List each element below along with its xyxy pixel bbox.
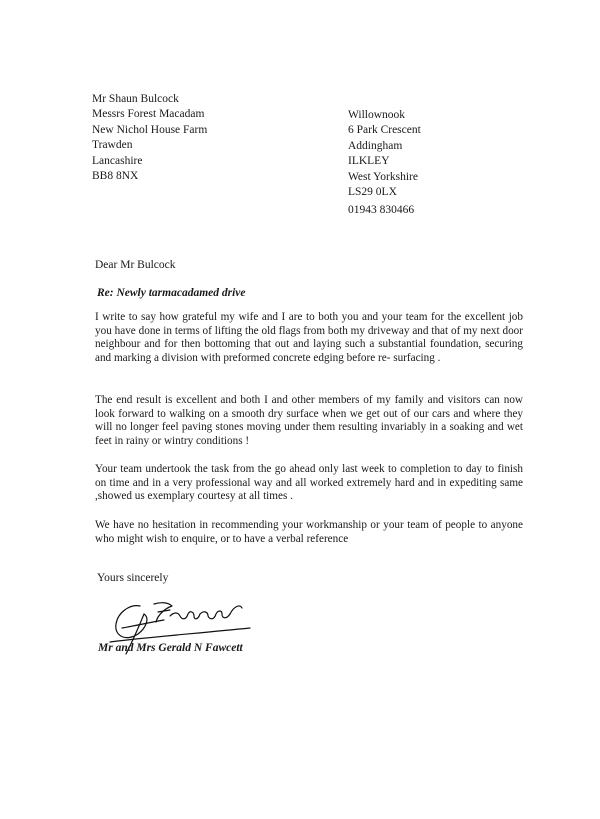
signatory-name: Mr and Mrs Gerald N Fawcett: [98, 642, 243, 654]
body-paragraph-1: I write to say how grateful my wife and I are to both you and your team for the excellent job you have done in terms of lifting the old flags from both my driveway and that of my next door neighbour and for then bottoming that out and laying such a substantial foundation, securing and marking a division with preformed concrete edging before re- surfacing .: [95, 311, 523, 365]
recipient-line: Lancashire: [92, 154, 143, 167]
sender-line: West Yorkshire: [348, 170, 418, 183]
recipient-line: Trawden: [92, 139, 133, 152]
sender-phone: 01943 830466: [348, 204, 415, 216]
body-paragraph-4: We have no hesitation in recommending your workmanship or your team of people to anyone who might wish to enquire, or to have a verbal reference: [95, 519, 523, 545]
sender-line: ILKLEY: [348, 155, 390, 168]
recipient-line: New Nichol House Farm: [92, 123, 208, 136]
recipient-address: [92, 92, 207, 184]
recipient-line: Messrs Forest Macadam: [92, 108, 205, 121]
sender-address: [348, 108, 421, 200]
sender-line: LS29 0LX: [348, 186, 397, 199]
body-paragraph-3: Your team undertook the task from the go ahead only last week to completion to day to finish on time and in a very professional way and all worked extremely hard and in expediting same ,showed us exemplary courtesy at all times .: [95, 463, 523, 503]
closing: Yours sincerely: [97, 572, 169, 584]
recipient-line: BB8 8NX: [92, 170, 139, 183]
recipient-line: Mr Shaun Bulcock: [92, 93, 179, 105]
sender-line: Addingham: [348, 139, 403, 152]
body-paragraph-2: The end result is excellent and both I and other members of my family and visitors can now look forward to walking on a smooth dry surface when we get out of our cars and where they will no longer feel paving stones moving under them resulting invariably in a soaking and wet feet in rainy or wintry conditions !: [95, 394, 523, 448]
sender-line: Willownook: [348, 109, 406, 121]
sender-line: 6 Park Crescent: [348, 124, 421, 137]
subject-line: Re: Newly tarmacadamed drive: [97, 287, 246, 299]
salutation: Dear Mr Bulcock: [95, 259, 176, 271]
